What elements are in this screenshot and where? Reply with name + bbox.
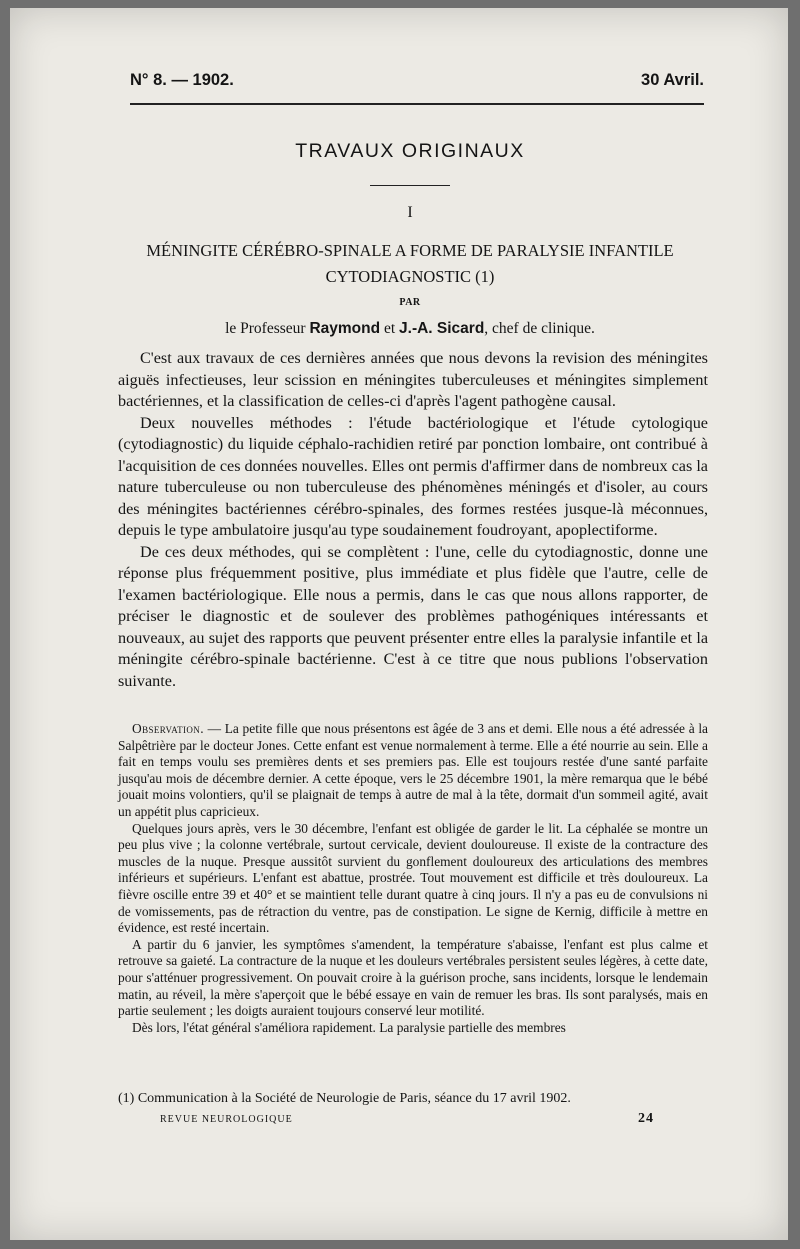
article-title-line1: MÉNINGITE CÉRÉBRO-SPINALE A FORME DE PARALYSIE INFANTILE bbox=[146, 241, 674, 260]
page-number: 24 bbox=[638, 1111, 654, 1126]
authors-line bbox=[110, 320, 710, 338]
author-1: Raymond bbox=[309, 320, 381, 337]
header-rule bbox=[130, 103, 704, 105]
author-and: et bbox=[383, 320, 396, 337]
article-number: I bbox=[407, 204, 413, 221]
article-title-line2: CYTODIAGNOSTIC (1) bbox=[325, 267, 495, 286]
observation-paragraph: Dès lors, l'état général s'améliora rapidement. La paralysie partielle des membres bbox=[132, 1019, 566, 1035]
author-suffix: , chef de clinique. bbox=[484, 320, 595, 337]
observation-paragraph bbox=[118, 721, 708, 821]
observation-section bbox=[118, 721, 708, 1036]
article-body bbox=[118, 348, 708, 692]
section-title: TRAVAUX ORIGINAUX bbox=[295, 140, 525, 162]
issue-date: 30 Avril. bbox=[641, 71, 704, 89]
author-2: J.-A. Sicard bbox=[399, 320, 485, 337]
body-paragraph: C'est aux travaux de ces dernières années que nous devons la revision des méningites aiguës infectieuses, leur scission en méningites tuberculeuses et méningites simplement bactériennes, et la classification de celles-ci d'après l'agent pathogène causal. bbox=[118, 349, 708, 410]
author-prefix: le Professeur bbox=[225, 320, 306, 337]
observation-label: Observation. bbox=[132, 721, 204, 736]
footnote: (1) Communication à la Société de Neurologie de Paris, séance du 17 avril 1902. bbox=[118, 1091, 571, 1106]
body-paragraph: De ces deux méthodes, qui se complètent : l'une, celle du cytodiagnostic, donne une réponse plus fréquemment positive, plus immédiate et plus fidèle que l'autre, celle de l'examen bactériologique. Elle nous a permis, dans le cas que nous allons rapporter, de préciser le diagnostic et de soulever des problèmes pathogéniques intéressants et nouveaux, au sujet des rapports que peuvent présenter entre elles la paralysie infantile et la méningite cérébro-spinale bactérienne. C'est à ce titre que nous publions l'observation suivante. bbox=[118, 542, 708, 690]
issue-number: N° 8. — 1902. bbox=[130, 71, 234, 89]
title-rule bbox=[370, 185, 450, 186]
journal-name: REVUE NEUROLOGIQUE bbox=[160, 1114, 293, 1125]
page-footer bbox=[160, 1111, 654, 1126]
article-title bbox=[120, 238, 700, 290]
body-paragraph: Deux nouvelles méthodes : l'étude bactériologique et l'étude cytologique (cytodiagnostic) du liquide céphalo-rachidien retiré par ponction lombaire, ont contribué à l'acquisition de ces données nouvelles. Elles ont permis d'affirmer dans de nombreux cas la nature tuberculeuse ou non tuberculeuse des phénomènes méningés et d'isoler, au cours des méningites bactériennes cérébro-spinales, des formes restées jusque-là méconnues, depuis le type ambulatoire jusqu'au type soudainement foudroyant, apoplectiforme. bbox=[118, 413, 708, 539]
observation-paragraph: Quelques jours après, vers le 30 décembre, l'enfant est obligée de garder le lit. La céphalée se montre un peu plus vive ; la colonne vertébrale, surtout cervicale, devient douloureuse. Il existe de la contracture des muscles de la nuque. Presque aussitôt survient du gonflement douloureux des articulations des membres inférieurs et supérieurs. L'enfant est abattue, prostrée. Tout mouvement est difficile et très douloureux. La fièvre oscille entre 39 et 40° et se maintient telle durant quatre à cinq jours. Il n'y a pas eu de convulsions ni de vomissements, pas de rétraction du ventre, pas de constipation. Le signe de Kernig, difficile à mettre en évidence, est resté incertain. bbox=[118, 820, 708, 936]
observation-first-text: — La petite fille que nous présentons est âgée de 3 ans et demi. Elle nous a été adressée à la Salpêtrière par le docteur Jones. Cette enfant est venue normalement à terme. Elle a été nourrie au sein. Elle a fait en temps voulu ses premières dents et ses premiers pas. Elle est toujours restée d'une santé parfaite jusqu'au mois de décembre dernier. A cette époque, vers le 25 décembre 1901, la mère remarqua que le bébé jouait moins volontiers, qu'il se plaignait de temps à autre de mal à la tête, dormait d'un sommeil agité, avait un appétit plus capricieux. bbox=[118, 721, 708, 819]
observation-paragraph: A partir du 6 janvier, les symptômes s'amendent, la température s'abaisse, l'enfant est plus calme et retrouve sa gaieté. La contracture de la nuque et les douleurs vertébrales persistent seules légères, à cette date, pour s'atténuer progressivement. On pouvait croire à la guérison proche, sans incidents, lorsque le lendemain matin, au réveil, la mère s'aperçoit que le bébé essaye en vain de remuer les bras. Ils sont paralysés, mais en partie seulement ; les doigts auraient toujours conservé leur motilité. bbox=[118, 936, 708, 1019]
by-label: PAR bbox=[399, 297, 421, 308]
document-page bbox=[10, 8, 788, 1240]
